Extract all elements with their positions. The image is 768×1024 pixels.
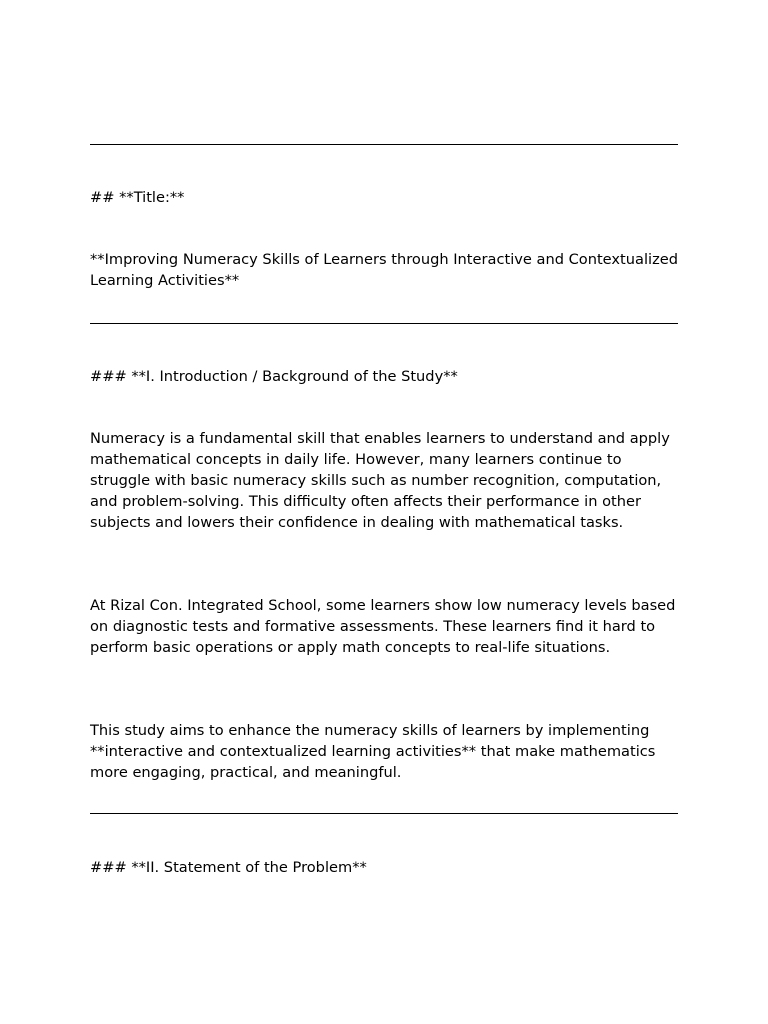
section-heading-problem: ### **II. Statement of the Problem** xyxy=(90,859,367,876)
horizontal-rule xyxy=(90,323,678,324)
horizontal-rule xyxy=(90,813,678,814)
paragraph-numeracy-background: Numeracy is a fundamental skill that enables learners to understand and apply mathematical concepts in daily life. However, many learners continue to struggle with basic numeracy skills such as number recognition, computation, and problem-solving. This difficulty often affects their performance in other subjects and lowers their confidence in dealing with mathematical tasks. xyxy=(90,430,675,531)
section-heading-introduction: ### **I. Introduction / Background of the Study** xyxy=(90,368,458,385)
paragraph-school-context: At Rizal Con. Integrated School, some learners show low numeracy levels based on diagnostic tests and formative assessments. These learners find it hard to perform basic operations or apply math concepts to real-life situations. xyxy=(90,597,681,656)
title-heading: ## **Title:** xyxy=(90,189,185,206)
horizontal-rule xyxy=(90,144,678,145)
paragraph-study-aim: This study aims to enhance the numeracy skills of learners by implementing **interactive and contextualized learning activities** that make mathematics more engaging, practical, and meaningful. xyxy=(90,722,661,781)
title-text: **Improving Numeracy Skills of Learners through Interactive and Contextualized Learning Activities** xyxy=(90,251,683,289)
